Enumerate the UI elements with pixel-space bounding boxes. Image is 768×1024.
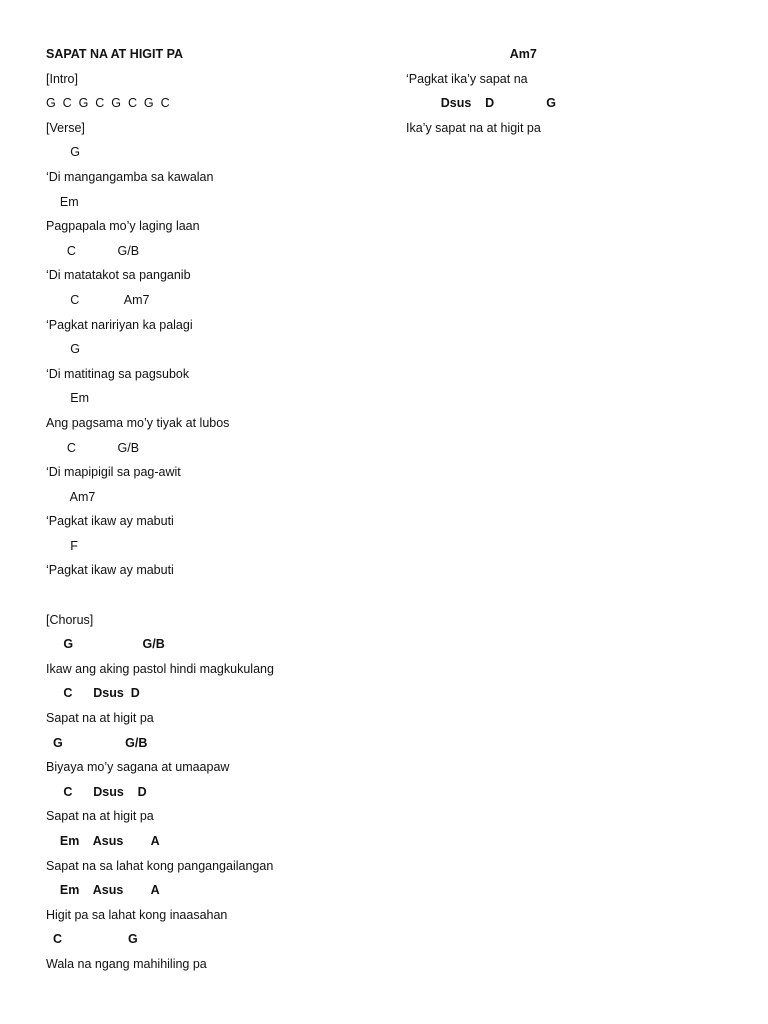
chord-line: G G/B [46, 735, 148, 750]
chord-line: G G/B [46, 637, 165, 652]
lyric-line: Higit pa sa lahat kong inaasahan [46, 907, 228, 922]
chord-line: Em [46, 194, 79, 209]
lyric-line: ‘Di mapipigil sa pag-awit [46, 465, 181, 480]
lyric-line: ‘Pagkat ikaw ay mabuti [46, 563, 174, 578]
lyric-line: Ika’y sapat na at higit pa [406, 120, 541, 135]
lyric-line: Wala na ngang mahihiling pa [46, 956, 207, 971]
left-column [46, 42, 386, 977]
song-title: SAPAT NA AT HIGIT PA [46, 47, 184, 61]
lyric-line: ‘Pagkat ikaw ay mabuti [46, 514, 174, 529]
lyric-line: Pagpapala mo’y laging laan [46, 219, 200, 234]
lyric-line: ‘Di matatakot sa panganib [46, 268, 191, 283]
chord-line: C Dsus D [46, 686, 140, 701]
section-label: [Intro] [46, 71, 78, 86]
lyric-line: Ang pagsama mo’y tiyak at lubos [46, 415, 230, 430]
chord-line: G C G C G C G C [46, 96, 170, 111]
lyric-line: Biyaya mo’y sagana at umaapaw [46, 760, 230, 775]
chord-line: C Am7 [46, 292, 150, 307]
chord-line: G [46, 342, 81, 357]
chord-line: Em Asus A [46, 834, 160, 848]
chord-line: Dsus D G [406, 96, 557, 111]
chord-line: C G/B [46, 243, 140, 258]
chord-line: C G/B [46, 440, 140, 455]
section-label: [Verse] [46, 120, 85, 135]
lyric-line: ‘Pagkat naririyan ka palagi [46, 317, 193, 332]
lyric-line: Ikaw ang aking pastol hindi magkukulang [46, 661, 274, 676]
lyric-line: Sapat na at higit pa [46, 711, 154, 726]
chord-line: C G [46, 932, 138, 947]
lyric-line: ‘Di mangangamba sa kawalan [46, 169, 214, 184]
lyric-line: ‘Di matitinag sa pagsubok [46, 366, 190, 381]
chord-line: Em Asus A [46, 883, 160, 898]
chord-line: Am7 [406, 47, 537, 61]
lyric-line: Sapat na at higit pa [46, 809, 154, 824]
right-column [406, 42, 726, 140]
lyric-line: ‘Pagkat ika’y sapat na [406, 71, 528, 86]
section-label: [Chorus] [46, 612, 94, 627]
left-blank-line [46, 583, 386, 608]
chord-line: Am7 [46, 489, 96, 504]
chord-line: C Dsus D [46, 784, 147, 799]
chord-line: Em [46, 391, 90, 406]
lyric-line: Sapat na sa lahat kong pangangailangan [46, 858, 274, 873]
chord-line: G [46, 145, 81, 160]
chord-line: F [46, 538, 78, 553]
